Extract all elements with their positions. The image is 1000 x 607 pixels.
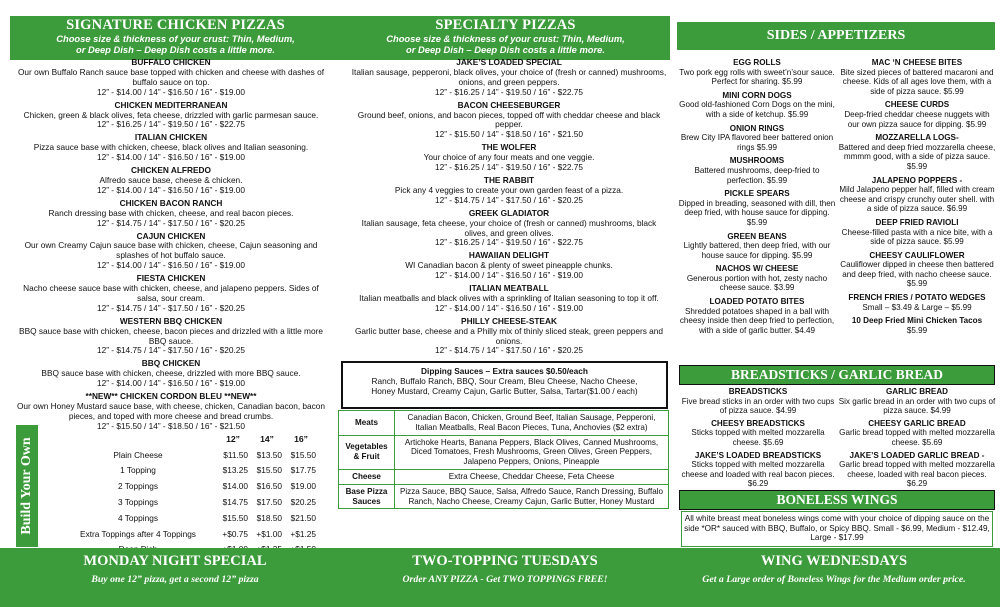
build-your-own-table	[60, 431, 318, 557]
menu-item	[12, 199, 330, 229]
price-cell: +$1.25	[290, 528, 316, 539]
item-name: EGG ROLLS	[733, 58, 781, 67]
menu-item	[838, 387, 996, 416]
item-price: 12” - $14.75 / 14” - $17.50 / 16” - $20.25	[434, 345, 584, 356]
price-row-label: Extra Toppings after 4 Toppings	[80, 528, 196, 539]
item-description: Dipped in breading, seasoned with dill, then deep fried, with house sauce for dipping. $5.99	[678, 198, 836, 227]
menu-item	[350, 251, 668, 281]
item-description: Mild Jalapeno pepper half, filled with cream cheese and crispy crunchy outer shell. with a side of pizza sauce. $6.99	[839, 185, 995, 214]
item-price: 12” - $14.00 / 14” - $16.50 / 16” - $19.00	[96, 152, 246, 163]
specialty-list	[350, 58, 668, 359]
item-name: GREEN BEANS	[727, 231, 787, 241]
item-name: NACHOS W/ CHEESE	[715, 264, 799, 274]
item-description: Small – $3.49 & Large – $5.99	[862, 302, 972, 312]
item-description: Deep-fried cheddar cheese nuggets with our own pizza sauce for dipping. $5.99	[844, 109, 990, 129]
price-header-16: 16”	[294, 433, 308, 444]
item-description: Five bread sticks in an order with two cups of pizza sauce. $4.99	[681, 396, 835, 416]
item-price: 12” - $15.50 / 14” - $18.50 / 16” - $21.50	[434, 129, 584, 140]
item-description: Italian meatballs and black olives with a sprinkling of Italian seasoning to top it off.	[359, 292, 659, 303]
menu-item	[838, 419, 996, 448]
price-row	[60, 447, 318, 463]
price-cell: $15.50	[256, 465, 282, 476]
promo-text: Order ANY PIZZA - Get TWO TOPPINGS FREE!	[402, 574, 608, 585]
item-name: ONION RINGS	[729, 123, 785, 133]
toppings-table	[338, 410, 669, 509]
item-description: Sticks topped with melted mozzarella cheese. $5.69	[691, 428, 825, 447]
item-name: CHEESE CURDS	[884, 100, 950, 110]
item-name: MUSHROOMS	[729, 156, 785, 166]
item-description: Two pork egg rolls with sweet’n’sour sauce. Perfect for sharing. $5.99	[679, 67, 835, 87]
promo-text: Buy one 12” pizza, get a second 12” pizza	[91, 574, 259, 585]
price-cell: +$1.00	[256, 528, 282, 539]
price-row	[60, 494, 318, 510]
item-price: 12” - $14.00 / 14” - $16.50 / 16” - $19.00	[434, 302, 584, 313]
price-header-12: 12”	[226, 433, 240, 444]
toppings-row	[339, 469, 669, 484]
bread-column-b	[838, 387, 996, 492]
item-description: Chicken, green & black olives, feta cheese, drizzled with garlic parmesan sauce.	[23, 109, 319, 120]
specialty-subtitle-2: or Deep Dish – Deep Dish costs a little more.	[405, 44, 606, 55]
menu-item	[678, 91, 836, 120]
price-cell: $14.00	[222, 481, 248, 492]
price-cell: $13.50	[256, 449, 282, 460]
menu-item	[678, 189, 836, 227]
item-name: MINI CORN DOGS	[722, 90, 792, 100]
item-description: Battered and deep fried mozzarella cheese, mmmm good, with a side of pizza sauce. $5.99	[838, 142, 996, 171]
menu-item	[350, 101, 668, 141]
item-description: Pick any 4 veggies to create your own garden feast of a pizza.	[394, 184, 624, 195]
item-description: Sticks topped with melted mozzarella cheese and loaded with real bacon pieces. $6.29	[681, 460, 835, 489]
price-row-label: Plain Cheese	[113, 449, 163, 460]
item-description: Alfredo sauce base, cheese & chicken.	[99, 174, 243, 185]
signature-list	[12, 58, 330, 435]
item-description: Italian sausage, feta cheese, your choice of (fresh or canned) mushrooms, black olives, and green olives.	[361, 217, 657, 238]
price-cell: +$0.75	[222, 528, 248, 539]
bread-header: BREADSTICKS / GARLIC BREAD	[679, 365, 995, 385]
promo-wednesday	[668, 552, 1000, 586]
item-description: Shredded potatoes shaped in a ball with cheesy inside then deep fried to perfection, with a side of garlic butter. $4.49	[679, 306, 835, 335]
item-description: Your choice of any four meats and one veggie.	[423, 152, 595, 163]
specialty-title: SPECIALTY PIZZAS	[435, 17, 576, 33]
item-description: Brew City IPA flavored beer battered onion rings $5.99	[680, 133, 834, 152]
price-cell: $21.50	[290, 512, 316, 523]
menu-item	[678, 232, 836, 261]
toppings-row	[339, 435, 669, 469]
promo-title: WING WEDNESDAYS	[760, 553, 908, 569]
item-name: THE WOLFER	[481, 142, 537, 153]
promo-text: Get a Large order of Boneless Wings for the Medium order price.	[702, 574, 966, 585]
item-name: CHEESY BREADSTICKS	[711, 418, 805, 428]
item-name: 10 Deep Fried Mini Chicken Tacos	[851, 316, 983, 326]
price-row	[60, 463, 318, 479]
item-description: Garlic butter base, cheese and a Philly mix of thinly sliced steak, green peppers and onions.	[354, 325, 664, 346]
item-description: Lightly battered, then deep fried, with our house sauce for dipping. $5.99	[683, 241, 831, 260]
specialty-subtitle-1: Choose size & thickness of your crust: Thin, Medium,	[386, 33, 625, 44]
item-price: 12” - $16.25 / 14” - $19.50 / 16” - $22.75	[434, 86, 584, 97]
item-name: BBQ CHICKEN	[141, 358, 201, 369]
price-table-header	[60, 431, 318, 447]
item-name: PHILLY CHEESE-STEAK	[461, 315, 557, 326]
item-description: Battered mushrooms, deep-fried to perfection. $5.99	[694, 165, 820, 185]
signature-subtitle-2: or Deep Dish – Deep Dish costs a little more.	[75, 44, 276, 55]
menu-item	[12, 274, 330, 314]
toppings-row	[339, 484, 669, 509]
item-description: BBQ sauce base with chicken, cheese, drizzled with more BBQ sauce.	[41, 368, 301, 379]
item-price: 12” - $14.75 / 14” - $17.50 / 16” - $20.25	[96, 217, 246, 228]
item-name: JAKE’S LOADED SPECIAL	[456, 57, 562, 67]
menu-item	[350, 317, 668, 357]
toppings-category: Base Pizza Sauces	[339, 484, 395, 509]
menu-item	[12, 133, 330, 163]
promo-title: MONDAY NIGHT SPECIAL	[83, 553, 267, 569]
item-name: CHICKEN BACON RANCH	[119, 197, 223, 208]
price-cell: $13.25	[222, 465, 248, 476]
wings-description: All white breast meat boneless wings come with your choice of dipping sauce on the side *OR* sauced with BBQ, Buffalo, or Spicy BBQ. Small - $6.99, Medium - $12.49, Large - $17.99	[681, 511, 993, 547]
item-name: CHICKEN MEDITERRANEAN	[114, 99, 228, 110]
dipping-line-1: Ranch, Buffalo Ranch, BBQ, Sour Cream, Bleu Cheese, Nacho Cheese,	[371, 376, 638, 386]
menu-item	[12, 392, 330, 432]
price-cell: $15.50	[222, 512, 248, 523]
promo-tuesday	[340, 552, 670, 586]
toppings-list: Pizza Sauce, BBQ Sauce, Salsa, Alfredo Sauce, Ranch Dressing, Buffalo Ranch, Nacho Cheese, Creamy Cajun, Garlic Butter, Honey Mustard	[395, 484, 669, 509]
item-price: 12” - $14.00 / 14” - $16.50 / 16” - $19.00	[434, 270, 584, 281]
item-name: HAWAIIAN DELIGHT	[468, 250, 550, 261]
item-description: Generous portion with hot, zesty nacho cheese sauce. $3.99	[686, 273, 828, 293]
menu-item	[678, 297, 836, 335]
item-description: Italian sausage, pepperoni, black olives, your choice of (fresh or canned) mushrooms, onions, and green peppers.	[351, 66, 667, 87]
item-price: 12” - $14.00 / 14” - $16.50 / 16” - $19.00	[96, 260, 246, 271]
build-your-own-label: Build Your Own	[19, 437, 34, 535]
menu-item	[838, 176, 996, 214]
item-description: Ground beef, onions, and bacon pieces, topped off with cheddar cheese and black pepper.	[357, 109, 661, 130]
signature-subtitle-1: Choose size & thickness of your crust: Thin, Medium,	[56, 33, 295, 44]
menu-item	[838, 293, 996, 312]
price-row-label: 1 Topping	[120, 465, 156, 476]
item-price: 12” - $14.00 / 14” - $16.50 / 16” - $19.00	[96, 86, 246, 97]
item-price: 12” - $15.50 / 14” - $18.50 / 16” - $21.50	[96, 420, 246, 431]
item-description: Six garlic bread in an order with two cups of pizza sauce. $4.99	[838, 396, 996, 416]
item-name: CHEESY GARLIC BREAD	[868, 418, 966, 428]
item-name: LOADED POTATO BITES	[709, 297, 805, 307]
toppings-list: Canadian Bacon, Chicken, Ground Beef, Italian Sausage, Pepperoni, Italian Meatballs, Real Bacon Pieces, Tuna, Anchovies ($2 extra)	[395, 411, 669, 436]
item-name: CHEESY CAULIFLOWER	[869, 250, 965, 260]
item-description: Ranch dressing base with chicken, cheese, and real bacon pieces.	[48, 207, 294, 218]
dipping-line-2: Honey Mustard, Creamy Cajun, Garlic Butter, Salsa, Tartar($1.00 / each)	[371, 386, 638, 396]
price-cell: $17.50	[256, 497, 282, 508]
wings-header: BONELESS WINGS	[679, 490, 995, 510]
item-description: WI Canadian bacon & plenty of sweet pineapple chunks.	[405, 260, 613, 271]
item-price: 12” - $16.25 / 14” - $19.50 / 16” - $22.75	[434, 162, 584, 173]
menu-item	[678, 264, 836, 293]
menu-item	[350, 143, 668, 173]
item-price: 12” - $16.25 / 14” - $19.50 / 16” - $22.75	[434, 237, 584, 248]
item-description: Garlic bread topped with melted mozzarella cheese. $5.69	[839, 428, 995, 447]
signature-title: SIGNATURE CHICKEN PIZZAS	[66, 17, 285, 33]
dipping-title: Dipping Sauces – Extra sauces $0.50/each	[421, 366, 588, 376]
item-name: JAKE’S LOADED BREADSTICKS	[694, 450, 822, 460]
item-description: Our own Honey Mustard sauce base, with cheese, chicken, Canadian bacon, bacon pieces, and toped with more cheese and bread crumbs.	[16, 401, 326, 421]
menu-item	[12, 101, 330, 131]
item-name: WESTERN BBQ CHICKEN	[119, 315, 223, 326]
item-name: THE RABBIT	[483, 174, 535, 185]
menu-item	[350, 284, 668, 314]
item-price: 12” - $14.75 / 14” - $17.50 / 16” - $20.25	[96, 345, 246, 356]
item-name: MAC ‘N CHEESE BITES	[871, 58, 963, 67]
specialty-header	[341, 16, 670, 60]
price-row	[60, 510, 318, 526]
price-cell: $16.50	[256, 481, 282, 492]
promo-monday	[10, 552, 340, 586]
price-cell: $19.00	[290, 481, 316, 492]
bread-column-a	[679, 387, 837, 492]
item-name: CHICKEN ALFREDO	[131, 165, 211, 176]
item-name: JAKE’S LOADED GARLIC BREAD -	[849, 450, 985, 460]
sides-column-a	[678, 58, 836, 339]
dipping-sauces-box	[341, 361, 668, 409]
price-row-label: 4 Toppings	[118, 512, 158, 523]
menu-item	[838, 100, 996, 129]
item-description: Pizza sauce base with chicken, cheese, black olives and Italian seasoning.	[33, 142, 309, 153]
menu-item	[838, 218, 996, 247]
toppings-list: Extra Cheese, Cheddar Cheese, Feta Cheese	[395, 469, 669, 484]
price-cell: $14.75	[222, 497, 248, 508]
menu-item	[12, 166, 330, 196]
item-name: GARLIC BREAD	[885, 387, 949, 396]
item-price: 12” - $14.00 / 14” - $16.50 / 16” - $19.00	[96, 378, 246, 389]
item-description: Our own Creamy Cajun sauce base with chicken, cheese, Cajun seasoning and splashes of hot buffalo sauce.	[24, 240, 318, 261]
menu-item	[838, 316, 996, 335]
menu-item	[838, 451, 996, 489]
item-name: MOZZARELLA LOGS-	[875, 133, 959, 143]
item-description: Nacho cheese sauce base with chicken, cheese, and jalapeno peppers. Sides of salsa, sour cream.	[23, 283, 319, 303]
price-cell: $11.50	[223, 449, 248, 460]
price-row	[60, 478, 318, 494]
sides-title: SIDES / APPETIZERS	[766, 28, 906, 43]
menu-item	[838, 251, 996, 289]
item-name: FIESTA CHICKEN	[136, 273, 206, 284]
menu-item	[12, 232, 330, 272]
item-name: BUFFALO CHICKEN	[131, 57, 211, 67]
item-description: Our own Buffalo Ranch sauce base topped with chicken and cheese with dashes of buffalo sauce on top.	[17, 66, 325, 87]
menu-item	[679, 387, 837, 416]
toppings-row	[339, 411, 669, 436]
price-header-14: 14”	[260, 433, 274, 444]
item-description: Good old-fashioned Corn Dogs on the mini, with a side of ketchup. $5.99	[679, 100, 835, 119]
menu-item	[350, 58, 668, 98]
item-name: JALAPENO POPPERS -	[871, 175, 963, 185]
menu-item	[679, 419, 837, 448]
promo-title: TWO-TOPPING TUESDAYS	[412, 553, 598, 569]
menu-item	[678, 124, 836, 153]
promo-band	[0, 548, 1000, 607]
menu-item	[350, 176, 668, 206]
price-cell: $20.25	[290, 497, 316, 508]
item-name: **NEW** CHICKEN CORDON BLEU **NEW**	[85, 391, 257, 402]
price-row-label: 3 Toppings	[118, 497, 158, 508]
item-price: 12” - $14.75 / 14” - $17.50 / 16” - $20.25	[96, 302, 246, 313]
item-name: ITALIAN MEATBALL	[469, 283, 549, 294]
price-row-label: 2 Toppings	[118, 481, 158, 492]
sides-column-b	[838, 58, 996, 339]
item-description: Cauliflower dipped in cheese then battered and deep fried, with nacho cheese sauce. $5.99	[840, 260, 994, 289]
menu-item	[678, 156, 836, 185]
toppings-category: Cheese	[339, 469, 395, 484]
toppings-category: Meats	[339, 411, 395, 436]
price-row	[60, 526, 318, 542]
price-cell: $15.50	[290, 449, 316, 460]
menu-item	[12, 58, 330, 98]
item-name: FRENCH FRIES / POTATO WEDGES	[848, 293, 986, 303]
menu-item	[679, 451, 837, 489]
signature-header	[10, 16, 341, 60]
item-name: ITALIAN CHICKEN	[134, 132, 208, 143]
menu-item	[838, 133, 996, 171]
menu-item	[12, 359, 330, 389]
item-price: 12” - $16.25 / 14” - $19.50 / 16” - $22.75	[96, 119, 246, 130]
menu-item	[12, 317, 330, 357]
item-description: $5.99	[906, 325, 928, 335]
item-description: Cheese-filled pasta with a nice bite, with a side of pizza sauce. $5.99	[841, 227, 993, 247]
item-name: DEEP FRIED RAVIOLI	[875, 217, 959, 227]
toppings-list: Artichoke Hearts, Banana Peppers, Black Olives, Canned Mushrooms, Diced Tomatoes, Fresh Mushrooms, Green Olives, Green Peppers, Jalapeno Peppers, Onions, Pineapple	[395, 435, 669, 469]
item-name: BACON CHEESEBURGER	[457, 99, 561, 110]
item-name: BREADSTICKS	[728, 387, 788, 396]
menu-item	[350, 209, 668, 249]
item-description: Garlic bread topped with melted mozzarella cheese, loaded with real bacon pieces. $6.29	[839, 460, 995, 489]
item-price: 12” - $14.00 / 14” - $16.50 / 16” - $19.00	[96, 184, 246, 195]
item-name: GREEK GLADIATOR	[468, 207, 550, 218]
toppings-category: Vegetables & Fruit	[339, 435, 395, 469]
item-name: PICKLE SPEARS	[724, 189, 790, 199]
menu-item	[838, 58, 996, 96]
price-cell: $17.75	[290, 465, 316, 476]
item-description: BBQ sauce base with chicken, cheese, bacon pieces and drizzled with a little more BBQ sauce.	[19, 325, 323, 346]
price-header-blank	[60, 431, 216, 447]
menu-item	[678, 58, 836, 87]
sides-header	[677, 22, 995, 50]
item-description: Bite sized pieces of battered macaroni and cheese. Kids of all ages love them, with a side of pizza sauce. $5.99	[840, 67, 994, 96]
price-cell: $18.50	[256, 512, 282, 523]
item-price: 12” - $14.75 / 14” - $17.50 / 16” - $20.25	[434, 194, 584, 205]
item-name: CAJUN CHICKEN	[136, 230, 206, 241]
